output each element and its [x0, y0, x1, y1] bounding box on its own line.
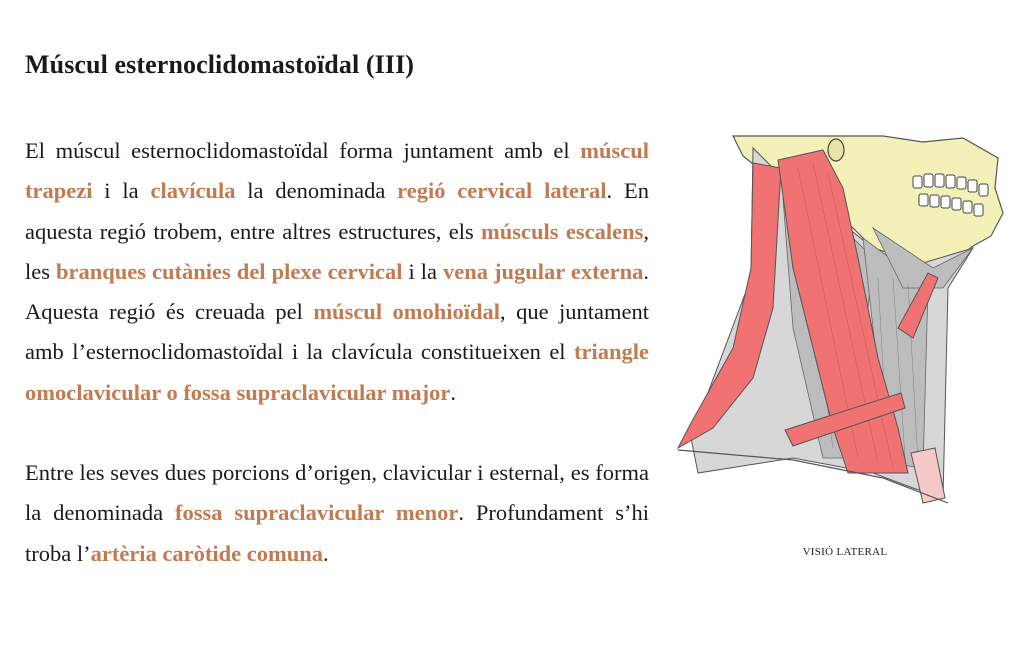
text: , les — [25, 218, 649, 284]
link-muscul-omohioidal[interactable]: múscul omohioïdal — [313, 299, 501, 325]
link-vena-jugular-externa[interactable]: vena jugular externa — [443, 258, 644, 284]
text: la denominada — [235, 178, 398, 204]
link-regio-cervical-lateral[interactable]: regió cervical lateral — [397, 178, 607, 204]
text: . En aquesta regió trobem, entre altres estructures, els — [25, 178, 649, 244]
paragraph-2 — [25, 453, 649, 574]
text: i la — [402, 258, 444, 284]
link-fossa-supraclavicular-menor[interactable]: fossa supraclavicular menor — [175, 500, 459, 526]
page-title: Múscul esternoclidomastoïdal (III) — [25, 50, 415, 79]
text: , que juntament amb l’esternoclidomastoïdal i la clavícula constitueixen el — [25, 299, 650, 365]
neck-lateral-illustration — [673, 128, 1008, 528]
text: El múscul esternoclidomastoïdal forma juntament amb el — [25, 138, 581, 163]
link-musculus-trapezi[interactable]: múscul trapezi — [25, 138, 649, 204]
link-triangle-omoclavicular[interactable]: triangle omoclavicular o fossa supraclavicular major — [25, 339, 649, 405]
link-musculs-escalens[interactable]: músculs escalens — [481, 218, 644, 244]
text: Entre les seves dues porcions d’origen, clavicular i esternal, es forma la denominada — [25, 460, 649, 526]
article-body — [25, 131, 649, 574]
text: . Profundament s’hi troba l’ — [25, 500, 650, 566]
text: . — [450, 379, 457, 405]
text: i la — [92, 178, 151, 204]
link-arteria-carotide-comuna[interactable]: artèria caròtide comuna — [90, 540, 324, 566]
text: . Aquesta regió és creuada pel — [25, 258, 649, 325]
link-branques-cutanies[interactable]: branques cutànies del plexe cervical — [56, 258, 403, 284]
paragraph-1 — [25, 131, 649, 413]
text: . — [323, 540, 329, 566]
figure-caption: VISIÓ LATERAL — [802, 546, 888, 558]
ear-canal — [828, 139, 844, 161]
link-clavicula[interactable]: clavícula — [150, 178, 236, 204]
